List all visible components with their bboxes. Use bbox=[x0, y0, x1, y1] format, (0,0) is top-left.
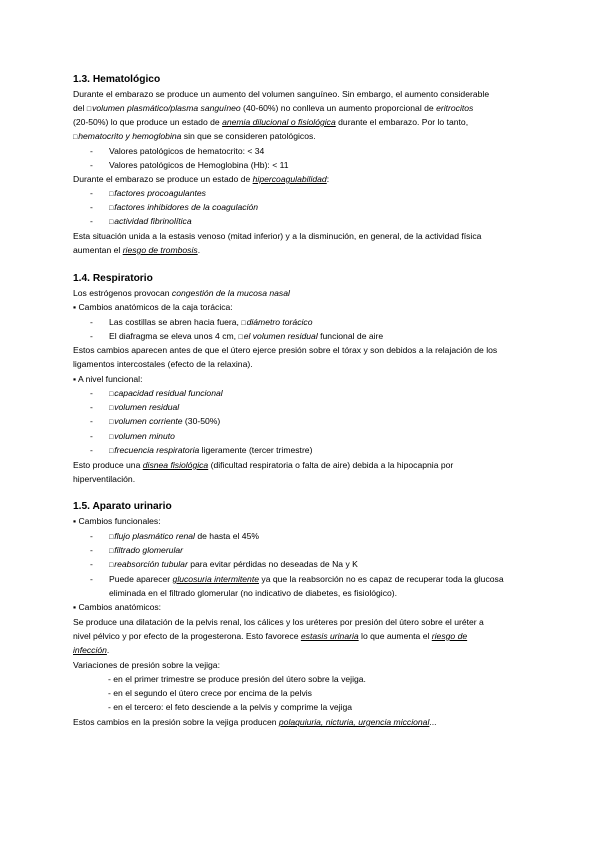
arrow-icon: □ bbox=[109, 219, 114, 226]
list-item: □volumen corriente (30-50%) bbox=[109, 416, 221, 426]
list-item: □frecuencia respiratoria ligeramente (tercer trimestre) bbox=[109, 445, 313, 455]
paragraph-line: nivel pélvico y por efecto de la progesterona. Esto favorece estasis urinaria lo que aumenta el riesgo de bbox=[73, 631, 468, 641]
dash-bullet: - bbox=[90, 431, 93, 441]
list-item: - en el segundo el útero crece por encima de la pelvis bbox=[108, 688, 312, 698]
bullet-dot-icon: ▪ bbox=[73, 516, 79, 526]
arrow-icon: □ bbox=[109, 391, 114, 398]
dash-bullet: - bbox=[90, 160, 93, 170]
paragraph-line: Estos cambios aparecen antes de que el útero ejerce presión sobre el tórax y son debidos a la relajación de los bbox=[73, 345, 498, 355]
bullet-dot-icon: ▪ bbox=[73, 374, 78, 384]
dash-bullet: - bbox=[90, 559, 93, 569]
paragraph-line: del □volumen plasmático/plasma sanguíneo (40-60%) no conlleva un aumento proporcional de eritrocitos bbox=[73, 103, 474, 113]
list-item: El diafragma se eleva unos 4 cm, □el volumen residual funcional de aire bbox=[109, 331, 384, 341]
list-item: Las costillas se abren hacia fuera, □diámetro torácico bbox=[109, 317, 313, 327]
list-item: - en el primer trimestre se produce presión del útero sobre la vejiga. bbox=[108, 674, 366, 684]
paragraph-line: Variaciones de presión sobre la vejiga: bbox=[73, 660, 220, 670]
arrow-icon: □ bbox=[109, 534, 114, 541]
list-item: □volumen residual bbox=[109, 402, 180, 412]
dash-bullet: - bbox=[90, 416, 93, 426]
paragraph-line: Los estrógenos provocan congestión de la mucosa nasal bbox=[73, 288, 290, 298]
paragraph-line: Se produce una dilatación de la pelvis renal, los cálices y los uréteres por presión del útero sobre el uréter a bbox=[73, 617, 484, 627]
arrow-icon: □ bbox=[86, 106, 92, 113]
list-item: □actividad fibrinolítica bbox=[109, 216, 192, 226]
list-item: □capacidad residual funcional bbox=[109, 388, 223, 398]
arrow-icon: □ bbox=[109, 405, 114, 412]
dash-bullet: - bbox=[90, 216, 93, 226]
bullet-line: ▪ Cambios funcionales: bbox=[73, 516, 161, 526]
dash-bullet: - bbox=[90, 317, 93, 327]
paragraph-line: aumentan el riesgo de trombosis. bbox=[73, 245, 201, 255]
list-item: Puede aparecer glucosuria intermitente ya que la reabsorción no es capaz de recuperar toda la glucosa bbox=[109, 574, 504, 584]
paragraph-line: ligamentos intercostales (efecto de la relaxina). bbox=[73, 359, 253, 369]
section-title-hematologico: 1.3. Hematológico bbox=[73, 74, 161, 85]
paragraph-line: hiperventilación. bbox=[73, 474, 136, 484]
paragraph-line: (20-50%) lo que produce un estado de anemia dilucional o fisiológica durante el embarazo. Por lo tanto, bbox=[73, 117, 469, 127]
paragraph-line: Estos cambios en la presión sobre la vejiga producen polaquiuria, nicturia, urgencia miccional... bbox=[73, 717, 437, 727]
arrow-icon: □ bbox=[109, 419, 114, 426]
arrow-icon: □ bbox=[238, 334, 243, 341]
bullet-dot-icon: ▪ bbox=[73, 302, 79, 312]
arrow-icon: □ bbox=[109, 548, 114, 555]
list-item: Valores patológicos de Hemoglobina (Hb): < 11 bbox=[109, 160, 289, 170]
dash-bullet: - bbox=[90, 202, 93, 212]
arrow-icon: □ bbox=[109, 191, 114, 198]
bullet-line: ▪ A nivel funcional: bbox=[73, 374, 143, 384]
arrow-icon: □ bbox=[73, 134, 78, 141]
list-item: □reabsorción tubular para evitar pérdidas no deseadas de Na y K bbox=[109, 559, 358, 569]
dash-bullet: - bbox=[90, 545, 93, 555]
arrow-icon: □ bbox=[241, 320, 246, 327]
bullet-line: ▪ Cambios anatómicos de la caja torácica: bbox=[73, 302, 233, 312]
list-item: □factores procoagulantes bbox=[109, 188, 206, 198]
dash-bullet: - bbox=[90, 188, 93, 198]
dash-bullet: - bbox=[90, 574, 93, 584]
list-item: □flujo plasmático renal de hasta el 45% bbox=[109, 531, 259, 541]
arrow-icon: □ bbox=[109, 434, 114, 441]
dash-bullet: - bbox=[90, 331, 93, 341]
dash-bullet: - bbox=[90, 388, 93, 398]
section-title-aparato-urinario: 1.5. Aparato urinario bbox=[73, 501, 172, 512]
arrow-icon: □ bbox=[109, 562, 114, 569]
paragraph-line: Durante el embarazo se produce un aumento del volumen sanguíneo. Sin embargo, el aumento considerable bbox=[73, 89, 490, 99]
list-item: Valores patológicos de hematocrito: < 34 bbox=[109, 146, 265, 156]
paragraph-line: Durante el embarazo se produce un estado de hipercoagulabilidad: bbox=[73, 174, 330, 184]
dash-bullet: - bbox=[90, 402, 93, 412]
bullet-dot-icon: ▪ bbox=[73, 602, 79, 612]
paragraph-line: Esta situación unida a la estasis venoso (mitad inferior) y a la disminución, en general, de la actividad física bbox=[73, 231, 482, 241]
section-title-respiratorio: 1.4. Respiratorio bbox=[73, 273, 153, 284]
arrow-icon: □ bbox=[109, 205, 114, 212]
arrow-icon: □ bbox=[109, 448, 114, 455]
list-item: □factores inhibidores de la coagulación bbox=[109, 202, 259, 212]
paragraph-line: Esto produce una disnea fisiológica (dificultad respiratoria o falta de aire) debida a la hipocapnia por bbox=[73, 460, 454, 470]
dash-bullet: - bbox=[90, 531, 93, 541]
dash-bullet: - bbox=[90, 445, 93, 455]
paragraph-line: infección. bbox=[73, 645, 110, 655]
dash-bullet: - bbox=[90, 146, 93, 156]
list-item: - en el tercero: el feto desciende a la pelvis y comprime la vejiga bbox=[108, 702, 353, 712]
list-item: □filtrado glomerular bbox=[109, 545, 184, 555]
bullet-line: ▪ Cambios anatómicos: bbox=[73, 602, 162, 612]
list-item-continued: eliminada en el filtrado glomerular (no indicativo de diabetes, es fisiológico). bbox=[109, 588, 398, 598]
list-item: □volumen minuto bbox=[109, 431, 175, 441]
paragraph-line: □hematocrito y hemoglobina sin que se consideren patológicos. bbox=[73, 131, 316, 141]
